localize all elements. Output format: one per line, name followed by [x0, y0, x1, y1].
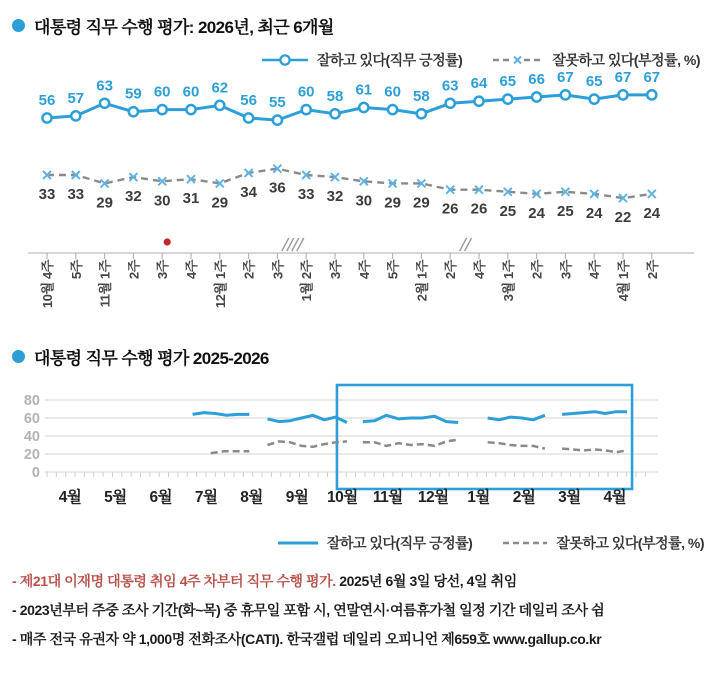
- svg-text:5주: 5주: [68, 260, 84, 280]
- svg-text:4월: 4월: [58, 489, 82, 506]
- disapprove-line-swatch-icon: [502, 536, 548, 550]
- svg-text:3주: 3주: [558, 260, 574, 280]
- svg-text:33: 33: [67, 186, 85, 203]
- svg-text:67: 67: [643, 70, 661, 86]
- svg-text:4월 1주: 4월 1주: [616, 260, 631, 302]
- svg-text:4주: 4주: [184, 260, 199, 280]
- svg-text:55: 55: [269, 94, 286, 112]
- footnote-line-1-accent: - 제21대 이재명 대통령 취임 4주 차부터 직무 수행 평가.: [12, 573, 336, 589]
- footnote-line-2: - 2023년부터 주중 조사 기간(화~목) 중 휴무일 포함 시, 연말연시·여름휴가철 일정 기간 데일리 조사 쉼: [12, 602, 605, 618]
- svg-text:3주: 3주: [270, 260, 286, 280]
- svg-text:59: 59: [125, 85, 142, 103]
- svg-text:1월 2주: 1월 2주: [299, 260, 315, 302]
- svg-text:29: 29: [384, 194, 401, 212]
- chart2-legend: [0, 527, 720, 553]
- svg-text:60: 60: [297, 83, 315, 101]
- svg-text:31: 31: [182, 190, 200, 208]
- svg-text:32: 32: [125, 188, 142, 206]
- footnote-line-3: - 매주 전국 유권자 약 1,000명 전화조사(CATI). 한국갤럽 데일리 오피니언 제659호 www.gallup.co.kr: [12, 631, 602, 647]
- disapprove-legend-label: 잘못하고 있다(부정률, %): [552, 52, 700, 68]
- svg-text:11월: 11월: [372, 489, 403, 506]
- svg-text:29: 29: [96, 194, 113, 212]
- svg-text:60: 60: [23, 411, 40, 427]
- svg-text:60: 60: [153, 83, 171, 101]
- svg-text:2월 1주: 2월 1주: [414, 260, 430, 302]
- svg-text:36: 36: [269, 179, 286, 197]
- svg-text:25: 25: [557, 202, 574, 220]
- svg-text:2주: 2주: [126, 260, 142, 280]
- svg-text:24: 24: [528, 204, 545, 222]
- svg-text:3주: 3주: [155, 260, 171, 280]
- svg-text:58: 58: [413, 87, 430, 105]
- svg-text:29: 29: [413, 194, 430, 212]
- svg-text:65: 65: [499, 73, 517, 91]
- footnotes: [0, 553, 720, 654]
- svg-text:4주: 4주: [356, 260, 372, 280]
- svg-text:0: 0: [31, 465, 40, 481]
- svg-text:33: 33: [297, 186, 315, 203]
- svg-text:12월 1주: 12월 1주: [212, 260, 228, 309]
- svg-text:2주: 2주: [241, 260, 257, 280]
- disapprove-legend-label: 잘못하고 있다(부정률, %): [556, 535, 704, 551]
- svg-text:57: 57: [67, 89, 85, 107]
- svg-text:4주: 4주: [472, 260, 487, 280]
- svg-text:4월: 4월: [603, 489, 627, 506]
- approve-line-swatch-icon: [261, 53, 309, 67]
- svg-text:30: 30: [153, 192, 171, 210]
- chart1-header: [0, 0, 720, 38]
- svg-text:67: 67: [557, 70, 574, 86]
- chart1-title: 대통령 직무 수행 평가: 2026년, 최근 6개월: [34, 18, 334, 37]
- svg-text:12월: 12월: [417, 489, 449, 506]
- approve-line-swatch-icon: [277, 536, 319, 550]
- svg-text:24: 24: [643, 204, 661, 222]
- svg-text:3주: 3주: [328, 260, 343, 280]
- chart1-legend: [0, 38, 720, 70]
- svg-text:1월: 1월: [467, 489, 490, 506]
- svg-text:2주: 2주: [644, 260, 660, 280]
- footnote-line-1: [12, 567, 710, 596]
- svg-text:67: 67: [614, 70, 632, 86]
- approval-6month-chart: [0, 70, 720, 338]
- svg-text:20: 20: [23, 447, 40, 463]
- svg-text:11월 1주: 11월 1주: [97, 260, 113, 308]
- svg-text:26: 26: [470, 200, 488, 218]
- footnote-line-1-rest: 2025년 6월 3일 당선, 4일 취임: [335, 573, 517, 589]
- disapprove-line-swatch-icon: [492, 53, 544, 67]
- svg-text:40: 40: [23, 429, 40, 445]
- bullet-icon: [12, 19, 25, 32]
- svg-text:30: 30: [355, 192, 373, 210]
- svg-text:32: 32: [326, 188, 344, 206]
- svg-text:8월: 8월: [240, 489, 263, 506]
- svg-text:2주: 2주: [443, 260, 459, 280]
- svg-text:56: 56: [38, 92, 56, 109]
- svg-text:4주: 4주: [587, 260, 603, 280]
- svg-text:56: 56: [240, 92, 257, 109]
- svg-text:66: 66: [528, 71, 545, 88]
- svg-text:10월: 10월: [327, 489, 358, 506]
- approve-legend-label: 잘하고 있다(직무 긍정률): [326, 535, 473, 551]
- svg-text:60: 60: [182, 83, 200, 101]
- svg-text:5월: 5월: [104, 489, 127, 506]
- svg-text:63: 63: [96, 77, 113, 95]
- chart2-title: 대통령 직무 수행 평가 2025-2026: [34, 349, 269, 368]
- svg-text:25: 25: [499, 202, 517, 220]
- svg-text:60: 60: [384, 83, 401, 101]
- svg-text:2월: 2월: [512, 489, 536, 506]
- svg-text:6월: 6월: [149, 489, 173, 506]
- svg-text:9월: 9월: [285, 489, 309, 506]
- svg-text:62: 62: [211, 79, 229, 97]
- bullet-icon: [12, 350, 25, 363]
- svg-text:22: 22: [614, 209, 632, 227]
- svg-text:7월: 7월: [194, 489, 218, 506]
- svg-text:80: 80: [23, 393, 40, 409]
- svg-text:61: 61: [355, 81, 373, 99]
- svg-text:5주: 5주: [385, 260, 401, 280]
- svg-text:34: 34: [240, 183, 257, 201]
- svg-text:10월 4주: 10월 4주: [40, 260, 55, 309]
- svg-text:29: 29: [211, 194, 229, 212]
- approval-fullterm-chart: [0, 377, 720, 527]
- svg-text:2주: 2주: [529, 260, 545, 280]
- svg-text:64: 64: [470, 75, 488, 93]
- svg-text:3월 1주: 3월 1주: [500, 260, 516, 302]
- svg-text:65: 65: [585, 73, 603, 91]
- svg-text:63: 63: [441, 77, 459, 95]
- svg-text:24: 24: [585, 204, 603, 222]
- svg-text:33: 33: [38, 186, 56, 203]
- approve-legend-label: 잘하고 있다(직무 긍정률): [316, 52, 463, 68]
- svg-text:3월: 3월: [558, 489, 581, 506]
- chart2-header: [0, 338, 720, 369]
- svg-text:26: 26: [441, 200, 459, 218]
- svg-text:58: 58: [326, 87, 344, 105]
